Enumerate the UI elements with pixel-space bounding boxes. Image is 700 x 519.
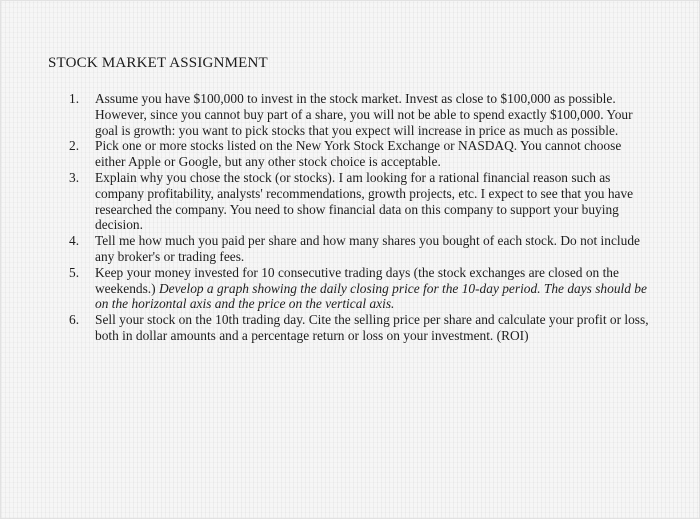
instruction-list bbox=[69, 91, 649, 344]
item-text: Keep your money invested for 10 consecutive trading days (the stock exchanges are closed on the weekends.) bbox=[95, 264, 619, 296]
item-number: 5. bbox=[69, 264, 80, 280]
item-number: 2. bbox=[69, 138, 80, 154]
item-number: 6. bbox=[69, 312, 80, 328]
item-number: 4. bbox=[69, 233, 80, 249]
instruction-item-6 bbox=[69, 312, 649, 344]
item-text: Sell your stock on the 10th trading day. Cite the selling price per share and calculate your profit or loss, both in dollar amounts and a percentage return or loss on your investment. (ROI) bbox=[95, 312, 649, 343]
instruction-item-3 bbox=[69, 170, 649, 233]
assignment-title: STOCK MARKET ASSIGNMENT bbox=[48, 55, 268, 71]
item-text: Pick one or more stocks listed on the New York Stock Exchange or NASDAQ. You cannot choose either Apple or Google, but any other stock choice is acceptable. bbox=[95, 138, 622, 170]
item-text: Tell me how much you paid per share and how many shares you bought of each stock. Do not include any broker's or trading fees. bbox=[95, 233, 640, 264]
item-text-block bbox=[95, 265, 649, 312]
instruction-item-2 bbox=[69, 138, 649, 170]
item-text-italic: Develop a graph showing the daily closing price for the 10-day period. The days should be on the horizontal axis and the price on the vertical axis. bbox=[95, 280, 647, 312]
instruction-item-4 bbox=[69, 233, 649, 265]
item-text: Explain why you chose the stock (or stocks). I am looking for a rational financial reason such as company profitability, analysts' recommendations, growth projects, etc. I expect to see that you have researched the company. You need to show financial data on this company to support your buying decision. bbox=[95, 169, 634, 233]
item-number: 1. bbox=[69, 91, 80, 106]
instruction-item-1 bbox=[69, 91, 649, 138]
item-text: Assume you have $100,000 to invest in the stock market. Invest as close to $100,000 as possible. However, since you cannot buy part of a share, you will not be able to spend exactly $100,000. Your goal is growth: you want to pick stocks that you expect will increase in price as much as possible. bbox=[95, 91, 633, 138]
instruction-item-5 bbox=[69, 265, 649, 312]
item-number: 3. bbox=[69, 169, 80, 185]
